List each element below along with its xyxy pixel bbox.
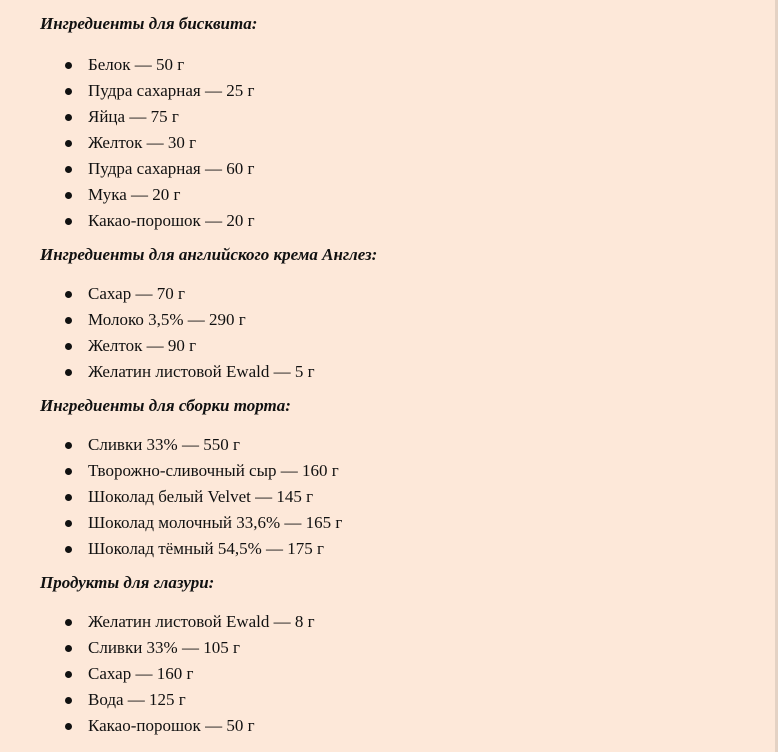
section-heading-glaze: Продукты для глазури: [40,573,215,592]
bullet-icon [65,343,72,350]
section-heading-sponge: Ингредиенты для бисквита: [40,14,258,33]
list-item-text: Молоко 3,5% — 290 г [88,310,246,329]
bullet-icon [65,546,72,553]
bullet-icon [65,671,72,678]
bullet-icon [65,291,72,298]
bullet-icon [65,645,72,652]
bullet-icon [65,192,72,199]
section-heading-anglaise-cream: Ингредиенты для английского крема Англез: [40,245,378,264]
list-item-text: Желток — 90 г [88,336,197,355]
list-item [40,182,760,208]
list-item [40,130,760,156]
list-item-text: Сливки 33% — 550 г [88,435,240,454]
list-item-text: Вода — 125 г [88,690,186,709]
list-item [40,536,760,562]
list-item-text: Сахар — 70 г [88,284,185,303]
list-item [40,208,760,234]
bullet-icon [65,494,72,501]
list-item-text: Желатин листовой Ewald — 8 г [88,612,315,631]
list-item-text: Шоколад молочный 33,6% — 165 г [88,513,343,532]
list-item [40,510,760,536]
section-heading-cake-assembly: Ингредиенты для сборки торта: [40,396,291,415]
list-item [40,635,760,661]
list-item-text: Сливки 33% — 105 г [88,638,240,657]
bullet-icon [65,442,72,449]
recipe-ingredients [40,13,760,739]
ingredient-list-cake-assembly [40,432,760,562]
bullet-icon [65,697,72,704]
list-item [40,432,760,458]
list-item-text: Сахар — 160 г [88,664,194,683]
bullet-icon [65,369,72,376]
ingredient-list-sponge [40,52,760,234]
bullet-icon [65,317,72,324]
list-item [40,307,760,333]
list-item [40,156,760,182]
list-item [40,609,760,635]
list-item-text: Желток — 30 г [88,133,197,152]
list-item-text: Пудра сахарная — 25 г [88,81,255,100]
bullet-icon [65,723,72,730]
bullet-icon [65,468,72,475]
list-item [40,281,760,307]
list-item [40,104,760,130]
bullet-icon [65,520,72,527]
list-item-text: Мука — 20 г [88,185,181,204]
list-item [40,713,760,739]
list-item-text: Шоколад тёмный 54,5% — 175 г [88,539,324,558]
bullet-icon [65,88,72,95]
list-item [40,78,760,104]
list-item [40,359,760,385]
bullet-icon [65,619,72,626]
list-item-text: Желатин листовой Ewald — 5 г [88,362,315,381]
list-item-text: Какао-порошок — 20 г [88,211,255,230]
bullet-icon [65,62,72,69]
list-item [40,661,760,687]
bullet-icon [65,218,72,225]
ingredient-list-anglaise-cream [40,281,760,385]
bullet-icon [65,166,72,173]
list-item-text: Яйца — 75 г [88,107,179,126]
list-item-text: Белок — 50 г [88,55,185,74]
bullet-icon [65,114,72,121]
list-item [40,52,760,78]
list-item-text: Какао-порошок — 50 г [88,716,255,735]
list-item-text: Пудра сахарная — 60 г [88,159,255,178]
ingredient-list-glaze [40,609,760,739]
list-item [40,484,760,510]
list-item [40,458,760,484]
list-item [40,333,760,359]
list-item-text: Творожно-сливочный сыр — 160 г [88,461,339,480]
list-item [40,687,760,713]
list-item-text: Шоколад белый Velvet — 145 г [88,487,314,506]
bullet-icon [65,140,72,147]
